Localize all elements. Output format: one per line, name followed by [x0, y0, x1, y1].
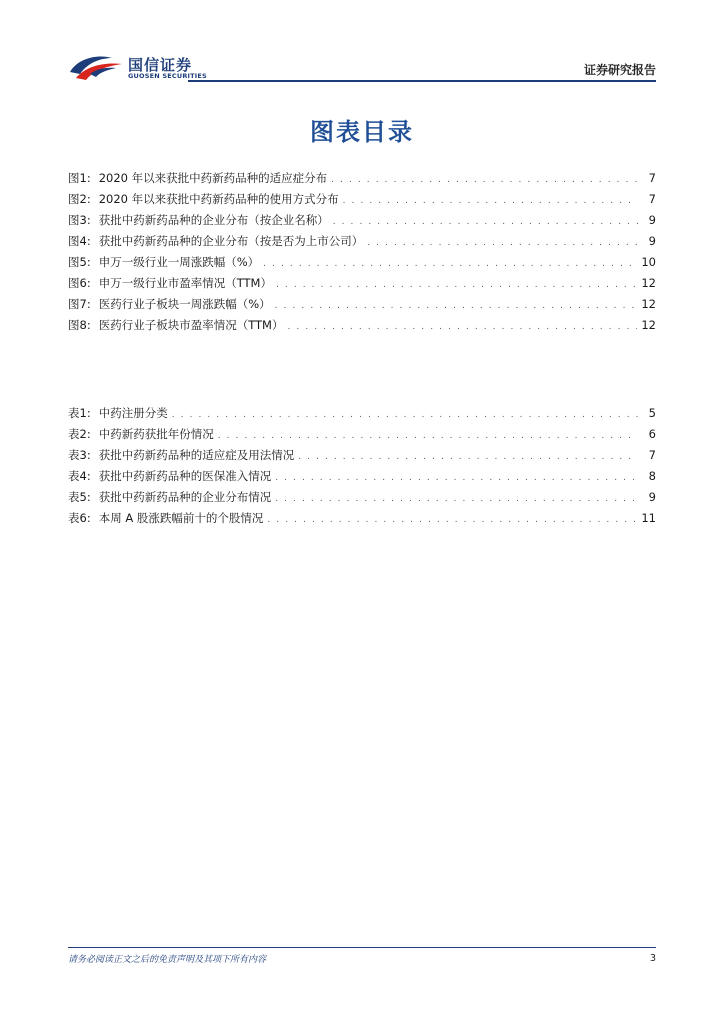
table-entry-label: 表1: — [68, 406, 91, 420]
table-entry[interactable] — [68, 426, 656, 447]
table-entry-label: 表3: — [68, 448, 91, 462]
logo-chinese-name: 国信证券 — [128, 56, 193, 74]
table-entry-title: 中药新药获批年份情况 — [98, 427, 214, 441]
figure-entry[interactable] — [68, 233, 656, 254]
header-divider — [188, 80, 656, 82]
figure-entry-label: 图8: — [68, 318, 91, 332]
dot-leader — [367, 238, 638, 248]
company-logo — [68, 50, 208, 84]
figure-entry-page-number: 7 — [648, 171, 656, 185]
dot-leader — [287, 322, 637, 332]
report-type-label: 证券研究报告 — [583, 63, 656, 77]
figure-entry[interactable] — [68, 170, 656, 191]
figure-entry[interactable] — [68, 317, 656, 338]
table-entry-title: 获批中药新药品种的企业分布情况 — [98, 490, 272, 504]
table-entry-label: 表5: — [68, 490, 91, 504]
table-entry-page-number: 7 — [648, 448, 656, 462]
page-title: 图表目录 — [310, 118, 414, 146]
dot-leader — [263, 259, 637, 269]
table-entry[interactable] — [68, 405, 656, 426]
dot-leader — [267, 515, 637, 525]
dot-leader — [276, 280, 637, 290]
dot-leader — [275, 494, 638, 504]
table-entry-page-number: 5 — [648, 406, 656, 420]
dot-leader — [275, 301, 638, 311]
dot-leader — [343, 196, 638, 206]
page-number: 3 — [649, 953, 656, 964]
figure-entry-title: 申万一级行业市盈率情况（TTM） — [98, 276, 272, 290]
footer-divider — [68, 947, 656, 948]
dot-leader — [333, 217, 638, 227]
dot-leader — [331, 175, 638, 185]
figure-entry-title: 2020 年以来获批中药新药品种的适应症分布 — [98, 171, 328, 185]
table-entry-title: 中药注册分类 — [98, 406, 168, 420]
figure-entry-page-number: 12 — [641, 318, 656, 332]
table-entry[interactable] — [68, 447, 656, 468]
table-entry-page-number: 11 — [641, 511, 656, 525]
dot-leader — [172, 410, 638, 420]
footer-disclaimer: 请务必阅读正文之后的免责声明及其项下所有内容 — [68, 955, 267, 965]
logo-english-name: GUOSEN SECURITIES — [128, 72, 207, 80]
figure-list — [68, 170, 656, 338]
dot-leader — [275, 473, 638, 483]
figure-entry-title: 医药行业子板块一周涨跌幅（%） — [98, 297, 271, 311]
figure-entry-label: 图2: — [68, 192, 91, 206]
page-header — [68, 50, 656, 86]
figure-entry[interactable] — [68, 212, 656, 233]
figure-entry-label: 图6: — [68, 276, 91, 290]
figure-entry[interactable] — [68, 296, 656, 317]
table-entry-title: 获批中药新药品种的医保准入情况 — [98, 469, 272, 483]
figure-entry-label: 图3: — [68, 213, 91, 227]
figure-entry-title: 2020 年以来获批中药新药品种的使用方式分布 — [98, 192, 339, 206]
figure-entry-title: 获批中药新药品种的企业分布（按企业名称） — [98, 213, 329, 227]
figure-entry-page-number: 12 — [641, 276, 656, 290]
dot-leader — [298, 452, 638, 462]
guosen-logo-mark-icon — [68, 52, 124, 82]
table-entry[interactable] — [68, 510, 656, 531]
figure-entry-title: 申万一级行业一周涨跌幅（%） — [98, 255, 260, 269]
figure-entry-label: 图1: — [68, 171, 91, 185]
table-entry-title: 本周 A 股涨跌幅前十的个股情况 — [98, 511, 264, 525]
table-entry[interactable] — [68, 489, 656, 510]
figure-entry-page-number: 9 — [648, 234, 656, 248]
table-entry-page-number: 8 — [648, 469, 656, 483]
table-entry[interactable] — [68, 468, 656, 489]
figure-entry-label: 图5: — [68, 255, 91, 269]
figure-entry-page-number: 9 — [648, 213, 656, 227]
table-entry-page-number: 9 — [648, 490, 656, 504]
table-entry-label: 表6: — [68, 511, 91, 525]
table-list — [68, 405, 656, 531]
dot-leader — [218, 431, 638, 441]
table-entry-label: 表4: — [68, 469, 91, 483]
figure-entry-title: 医药行业子板块市盈率情况（TTM） — [98, 318, 284, 332]
figure-entry-title: 获批中药新药品种的企业分布（按是否为上市公司） — [98, 234, 364, 248]
table-entry-page-number: 6 — [648, 427, 656, 441]
figure-entry[interactable] — [68, 191, 656, 212]
figure-entry[interactable] — [68, 275, 656, 296]
figure-entry-label: 图7: — [68, 297, 91, 311]
figure-entry-label: 图4: — [68, 234, 91, 248]
table-entry-label: 表2: — [68, 427, 91, 441]
table-entry-title: 获批中药新药品种的适应症及用法情况 — [98, 448, 295, 462]
figure-entry-page-number: 12 — [641, 297, 656, 311]
figure-entry-page-number: 10 — [641, 255, 656, 269]
figure-entry[interactable] — [68, 254, 656, 275]
figure-entry-page-number: 7 — [648, 192, 656, 206]
